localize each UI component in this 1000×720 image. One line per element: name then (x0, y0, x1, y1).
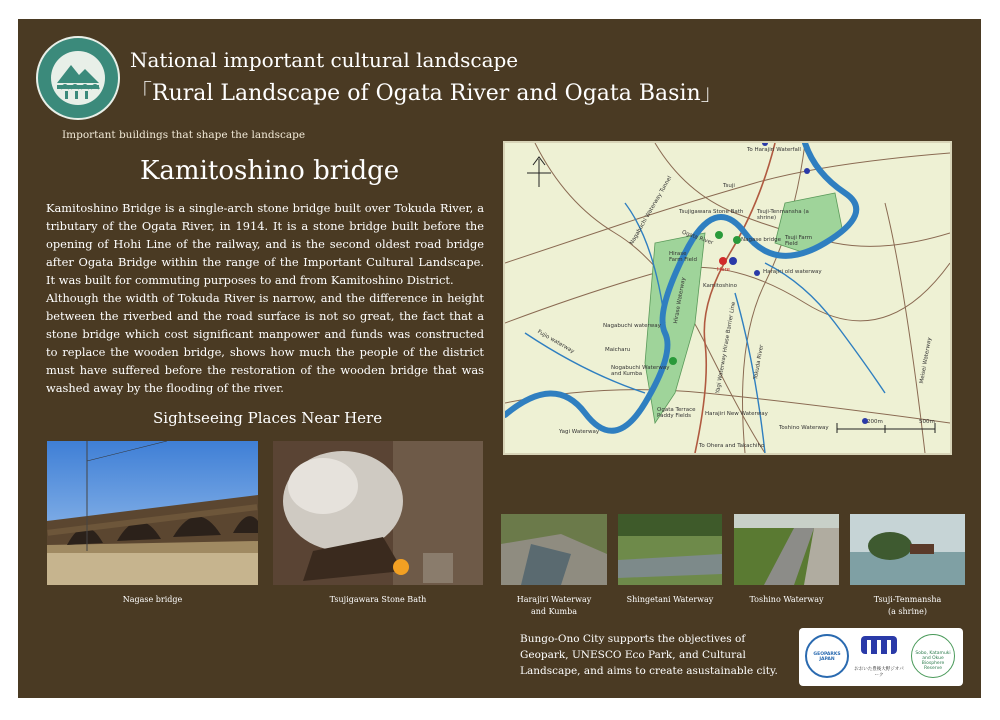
tsujigawara-bath-photo (273, 441, 483, 585)
page-title-line2: 「Rural Landscape of Ogata River and Ogata Basin」 (130, 81, 723, 106)
map-label-nagabuchi-tunnel: Nagabuchi Waterway Tunnel (629, 175, 674, 246)
caption-tsujigawara-bath: Tsujigawara Stone Bath (329, 595, 427, 604)
map-drawing (505, 143, 950, 453)
article-body (46, 199, 484, 397)
map-label-tsuji-tenmansha: Tsuji-Tenmansha (a shrine) (757, 209, 809, 221)
article-heading: Kamitoshino bridge (140, 156, 400, 186)
tsuji-tenmansha-photo (850, 514, 965, 585)
map-label-scale-500: 500m (919, 419, 935, 425)
article-paragraph-2: Although the width of Tokuda River is narrow, and the difference in height between the riverbed and the road surface is not so great, the fact that a stone bridge which cost significant manpower and funds was constructed to replace the wooden bridge, shows how much the people of the district must have suffered before the restoration of the wooden bridge that was washed away by the flooding of the river. (46, 291, 484, 395)
map-label-fujio: Fujio waterway (536, 329, 576, 355)
page-title-line1: National important cultural landscape (130, 48, 519, 72)
map-label-tsuji-farm: Tsuji Farm Field (785, 235, 813, 247)
caption-nagase-bridge: Nagase bridge (122, 595, 183, 604)
seal-inner (51, 51, 105, 105)
map-label-ogata-river: Ogata River (680, 229, 714, 247)
harajiri-waterway-photo (501, 514, 607, 585)
geopark-logo-text: GEOPARKS JAPAN (813, 652, 841, 662)
article-paragraph-1: Kamitoshino Bridge is a single-arch stone bridge built over Tokuda River, a tributary of the Ogata River, in 1914. It is a stone bridge built before the opening of Hohi Line of the railway, and is the second oldest road bridge after Ogata Bridge within the range of the Important Cultural Landscape. It was built for commuting purposes to and from Kamitoshino District. (46, 201, 484, 287)
map-label-nagase-bridge: Nagase bridge (741, 237, 781, 243)
bridge-mountain-icon (51, 51, 105, 105)
north-arrow-icon (527, 157, 551, 187)
page-subtitle: Important buildings that shape the landscape (62, 129, 306, 141)
map-label-to-ohera: To Ohera and Takachiho (699, 443, 765, 449)
map-label-kamitoshino: Kamitoshino (703, 283, 738, 289)
cultural-landscape-seal-icon (36, 36, 120, 120)
biosphere-logo-text: Sobo, Katamuki and Okue Biosphere Reserve (915, 651, 951, 671)
map-label-scale-200: 200m (867, 419, 883, 425)
map-label-toshino-waterway: Toshino Waterway (779, 425, 829, 431)
map-label-harajiri-waterfall: To Harajiri Waterfall (747, 147, 801, 153)
caption-tsuji-tenmansha-text: Tsuji-Tenmansha (a shrine) (873, 595, 942, 616)
area-map (503, 141, 952, 455)
map-label-nagabuchi: Nagabuchi waterway (603, 323, 661, 329)
biosphere-reserve-logo-icon (911, 634, 955, 678)
map-label-tokuda-river: Tokuda River (753, 344, 766, 381)
map-label-nogabuchi: Nogabuchi Waterway and Kumba (611, 365, 670, 377)
caption-harajiri-waterway (501, 594, 607, 618)
geopark-logo-icon (805, 634, 849, 678)
map-label-ogata-terrace: Ogata Terrace Paddy Fields (657, 407, 696, 419)
partner-logos (799, 628, 963, 686)
bungo-ono-logo-text: おおいた豊後大野ジオパーク (854, 667, 904, 678)
map-label-tsujigawara: Tsujigawara Stone Bath (679, 209, 744, 215)
map-label-tsuji: Tsuji (723, 183, 735, 189)
bungo-ono-geopark-logo-icon (854, 634, 904, 678)
map-label-maicharu: Maicharu (605, 347, 631, 353)
caption-toshino-waterway: Toshino Waterway (749, 595, 824, 604)
shingetani-waterway-photo (618, 514, 722, 585)
map-label-hirase-farm: Hirase Farm Field (669, 251, 697, 263)
caption-shingetani-waterway: Shingetani Waterway (626, 595, 714, 604)
map-label-here: Here (717, 267, 731, 273)
nagase-bridge-photo (47, 441, 258, 585)
map-label-yagi-waterway: Yagi Waterway (559, 429, 600, 435)
map-label-harajiri-new: Harajiri New Waterway (705, 411, 768, 417)
sightseeing-heading: Sightseeing Places Near Here (153, 409, 383, 427)
toshino-waterway-photo (734, 514, 839, 585)
footer-statement: Bungo-Ono City supports the objectives of Geopark, UNESCO Eco Park, and Cultural Landscape, and aims to create asustainable city. (520, 633, 778, 677)
caption-harajiri-text: Harajiri Waterway and Kumba (516, 595, 592, 616)
caption-tsuji-tenmansha (850, 594, 965, 618)
map-label-hirase-waterway: Hirase Waterway (673, 277, 688, 325)
map-label-harajiri-old: Harajiri old waterway (763, 269, 822, 275)
map-label-meisei: Meisei Waterway (919, 337, 933, 385)
map-label-yagi-hirase: Yagi Waterway Hirase Barrier Line (715, 301, 738, 395)
